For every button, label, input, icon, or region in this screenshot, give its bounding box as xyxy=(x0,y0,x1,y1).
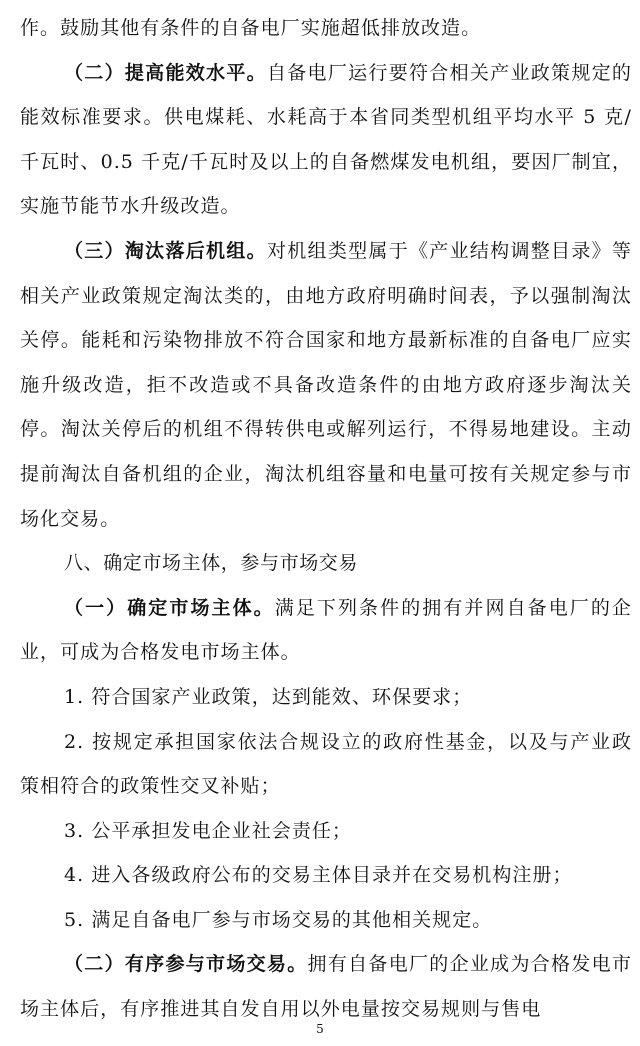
list-item-1 xyxy=(20,675,632,720)
paragraph-efficiency xyxy=(20,51,632,229)
list-item-text: 2. 按规定承担国家依法合规设立的政府性基金，以及与产业政策相符合的政策性交叉补贴； xyxy=(20,730,632,798)
paragraph-text: 满足下列条件的拥有并网自备电厂的企业，可成为合格发电市场主体。 xyxy=(20,596,632,664)
list-item-5 xyxy=(20,898,632,943)
section-heading xyxy=(20,541,632,586)
list-item-text: 4. 进入各级政府公布的交易主体目录并在交易机构注册； xyxy=(64,864,573,887)
page-number: 5 xyxy=(316,1022,324,1036)
paragraph-market-entity xyxy=(20,586,632,675)
paragraph-obsolete-units xyxy=(20,229,632,541)
paragraph-title: （一）确定市场主体。 xyxy=(64,596,275,619)
list-item-text: 5. 满足自备电厂参与市场交易的其他相关规定。 xyxy=(64,908,493,931)
paragraph-title: （二）有序参与市场交易。 xyxy=(64,953,308,976)
paragraph-text: 作。鼓励其他有条件的自备电厂实施超低排放改造。 xyxy=(20,17,482,39)
list-item-4 xyxy=(20,853,632,898)
section-heading-text: 八、确定市场主体，参与市场交易 xyxy=(64,552,359,575)
list-item-text: 3. 公平承担发电企业社会责任； xyxy=(64,819,352,842)
paragraph-title: （三）淘汰落后机组。 xyxy=(64,239,267,262)
paragraph-title: （二）提高能效水平。 xyxy=(64,61,267,84)
paragraph-text: 拥有自备电厂的企业成为合格发电市场主体后，有序推进其自发自用以外电量按交易规则与售电 xyxy=(20,953,632,1021)
paragraph-text: 自备电厂运行要符合相关产业政策规定的能效标准要求。供电煤耗、水耗高于本省同类型机组平均水平 5 克/千瓦时、0.5 千克/千瓦时及以上的自备燃煤发电机组，要因厂制宜，实施节能节水升级改造。 xyxy=(20,61,632,218)
paragraph-text: 对机组类型属于《产业结构调整目录》等相关产业政策规定淘汰类的，由地方政府明确时间表，予以强制淘汰关停。能耗和污染物排放不符合国家和地方最新标准的自备电厂应实施升级改造，拒不改造或不具备改造条件的由地方政府逐步淘汰关停。淘汰关停后的机组不得转供电或解列运行，不得易地建设。主动提前淘汰自备机组的企业，淘汰机组容量和电量可按有关规定参与市场化交易。 xyxy=(20,239,632,530)
list-item-3 xyxy=(20,809,632,854)
list-item-2 xyxy=(20,720,632,809)
document-page xyxy=(20,6,632,1032)
paragraph-market-trading xyxy=(20,942,632,1031)
paragraph-continuation xyxy=(20,6,632,51)
list-item-text: 1. 符合国家产业政策，达到能效、环保要求； xyxy=(64,685,473,708)
